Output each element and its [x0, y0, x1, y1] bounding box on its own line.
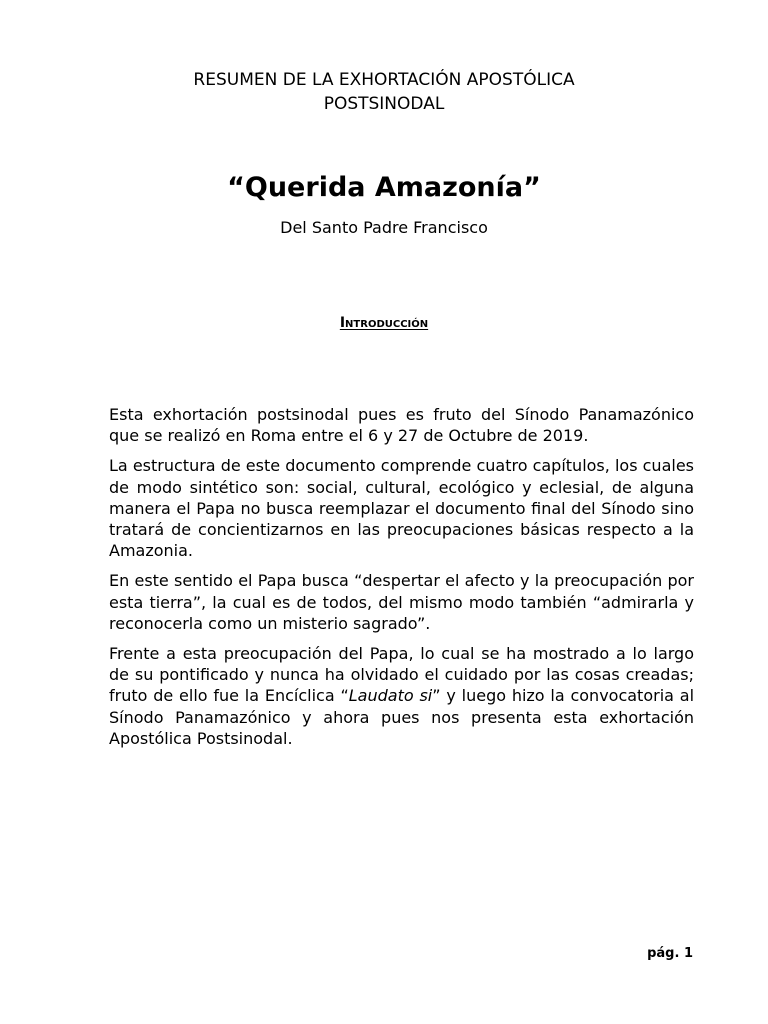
encyclical-title: Laudato si [348, 686, 433, 706]
document-subtitle: Del Santo Padre Francisco [280, 218, 488, 237]
body-text [109, 404, 694, 758]
paragraph-2: La estructura de este documento comprende cuatro capítulos, los cuales de modo sintético son: social, cultural, ecológico y eclesial, de alguna manera el Papa no busca reemplazar el documento final del Sínodo sino tratará de concientizarnos en las preocupaciones básicas respecto a la Amazonia. [109, 456, 694, 561]
section-heading-introduccion: Introducción [339, 315, 429, 331]
paragraph-4-text-end: ” y luego hizo la convocatoria al Sínodo Panamazónico y ahora pues nos presenta esta exhortación Apostólica Postsinodal. [109, 686, 695, 748]
paragraph-3: En este sentido el Papa busca “despertar el afecto y la preocupación por esta tierra”, la cual es de todos, del mismo modo también “admirarla y reconocerla como un misterio sagrado”. [109, 571, 694, 633]
paragraph-4-text-start: Frente a esta preocupación del Papa, lo cual se ha mostrado a lo largo de su pontificado y nunca ha olvidado el cuidado por las cosas creadas; fruto de ello fue la Encíclica “ [109, 644, 694, 706]
paragraph-1: Esta exhortación postsinodal pues es fruto del Sínodo Panamazónico que se realizó en Roma entre el 6 y 27 de Octubre de 2019. [109, 405, 694, 446]
header-line-1: RESUMEN DE LA EXHORTACIÓN APOSTÓLICA [193, 70, 575, 90]
document-title: “Querida Amazonía” [227, 172, 541, 203]
page-number: pág. 1 [647, 946, 693, 961]
header-line-2: POSTSINODAL [323, 94, 445, 114]
paragraph-4 [109, 643, 694, 749]
